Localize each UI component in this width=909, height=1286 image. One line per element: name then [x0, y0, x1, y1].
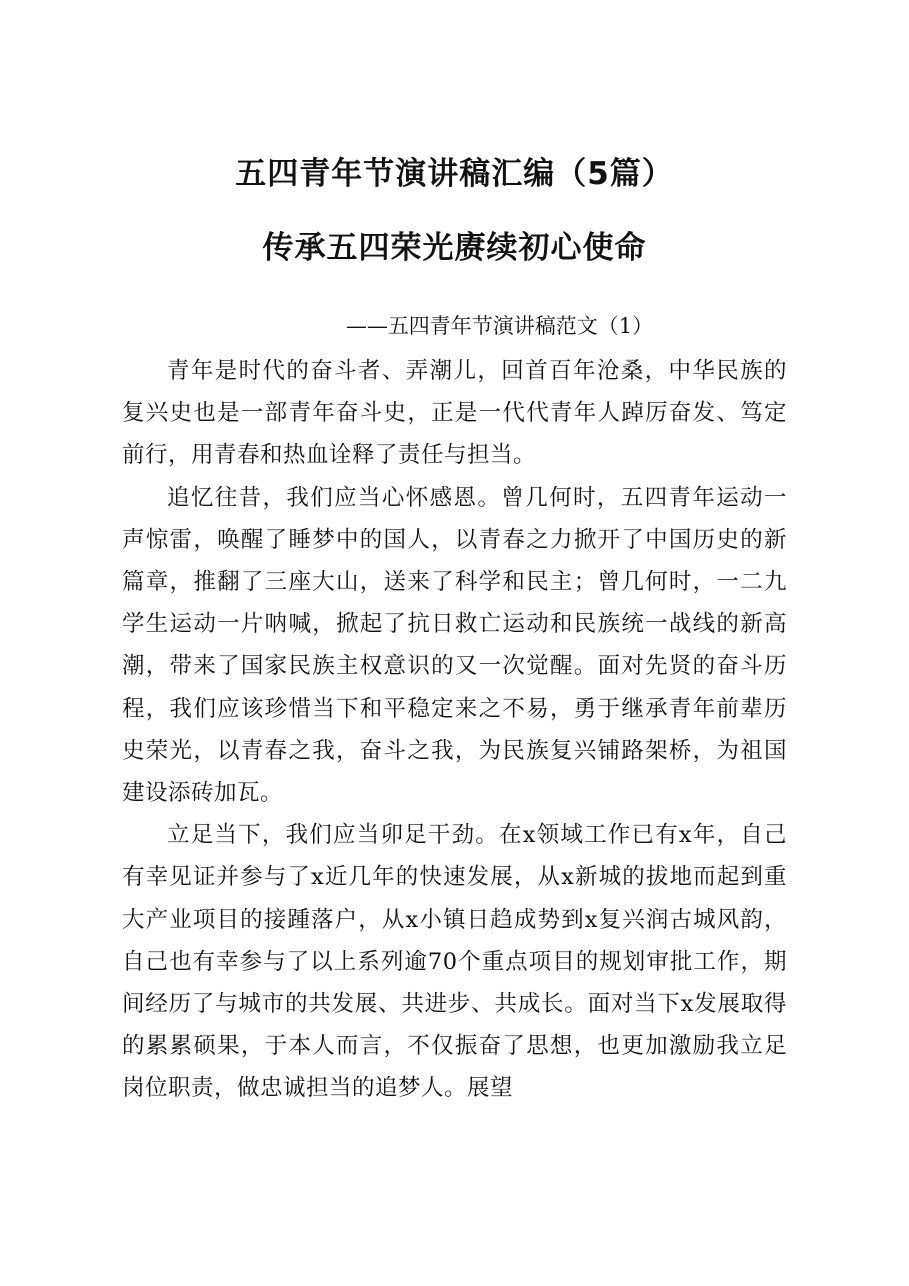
speech-byline: ——五四青年节演讲稿范文（1） [345, 314, 654, 338]
document-subtitle: 传承五四荣光赓续初心使命 [262, 230, 647, 266]
paragraph-2: 追忆往昔，我们应当心怀感恩。曾几何时，五四青年运动一声惊雷，唤醒了睡梦中的国人，以青春之力掀开了中国历史的新篇章，推翻了三座大山，送来了科学和民主；曾几何时，一二九学生运动一片呐喊，掀起了抗日救亡运动和民族统一战线的新高潮，带来了国家民族主权意识的又一次觉醒。面对先贤的奋斗历程，我们应该珍惜当下和平稳定来之不易，勇于继承青年前辈历史荣光，以青春之我，奋斗之我，为民族复兴铺路架桥，为祖国建设添砖加瓦。 [122, 484, 787, 807]
paragraph-3: 立足当下，我们应当卯足干劲。在x领域工作已有x年，自己有幸见证并参与了x近几年的快速发展，从x新城的拔地而起到重大产业项目的接踵落户，从x小镇日趋成势到x复兴润古城风韵，自己也有幸参与了以上系列逾70个重点项目的规划审批工作，期间经历了与城市的共发展、共进步、共成长。面对当下x发展取得的累累硕果，于本人而言，不仅振奋了思想，也更加激励我立足岗位职责，做忠诚担当的追梦人。展望 [122, 822, 787, 1102]
document-title: 五四青年节演讲稿汇编（5篇） [235, 156, 674, 192]
document-body [122, 350, 787, 1110]
paragraph-1: 青年是时代的奋斗者、弄潮儿，回首百年沧桑，中华民族的复兴史也是一部青年奋斗史，正是一代代青年人踔厉奋发、笃定前行，用青春和热血诠释了责任与担当。 [122, 358, 787, 469]
